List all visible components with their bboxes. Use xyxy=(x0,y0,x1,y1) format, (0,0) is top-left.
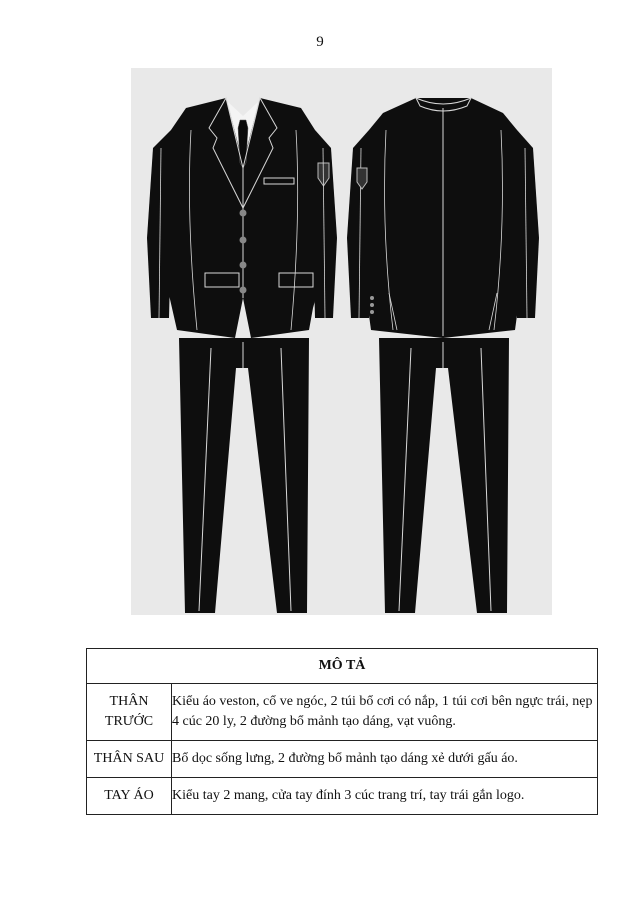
cuff-button xyxy=(370,303,374,307)
row-description: Kiểu tay 2 mang, cửa tay đính 3 cúc trang trí, tay trái gắn logo. xyxy=(172,778,598,815)
suit-front-view xyxy=(147,98,337,613)
page-number: 9 xyxy=(316,34,324,50)
table-row xyxy=(87,778,598,815)
front-button xyxy=(240,210,247,217)
suit-back-view xyxy=(347,98,539,613)
front-button xyxy=(240,237,247,244)
description-table xyxy=(86,648,598,815)
cuff-button xyxy=(370,310,374,314)
row-label-line: TRƯỚC xyxy=(104,714,154,729)
table-row xyxy=(87,741,598,778)
front-button xyxy=(240,287,247,294)
table-row xyxy=(87,684,598,741)
row-label-line: THÂN xyxy=(109,694,149,709)
row-label: THÂN SAU xyxy=(87,741,172,778)
uniform-illustration xyxy=(131,68,552,615)
row-label: TAY ÁO xyxy=(87,778,172,815)
cuff-button xyxy=(370,296,374,300)
table-header: MÔ TẢ xyxy=(87,649,598,684)
row-description: Kiểu áo veston, cổ ve ngóc, 2 túi bổ cơi có nắp, 1 túi cơi bên ngực trái, nẹp 4 cúc 20 ly, 2 đường bổ mảnh tạo dáng, vạt vuông. xyxy=(172,684,598,741)
row-description: Bổ dọc sống lưng, 2 đường bổ mảnh tạo dáng xẻ dưới gấu áo. xyxy=(172,741,598,778)
suit-drawing xyxy=(131,68,552,615)
front-button xyxy=(240,262,247,269)
row-label xyxy=(87,684,172,741)
